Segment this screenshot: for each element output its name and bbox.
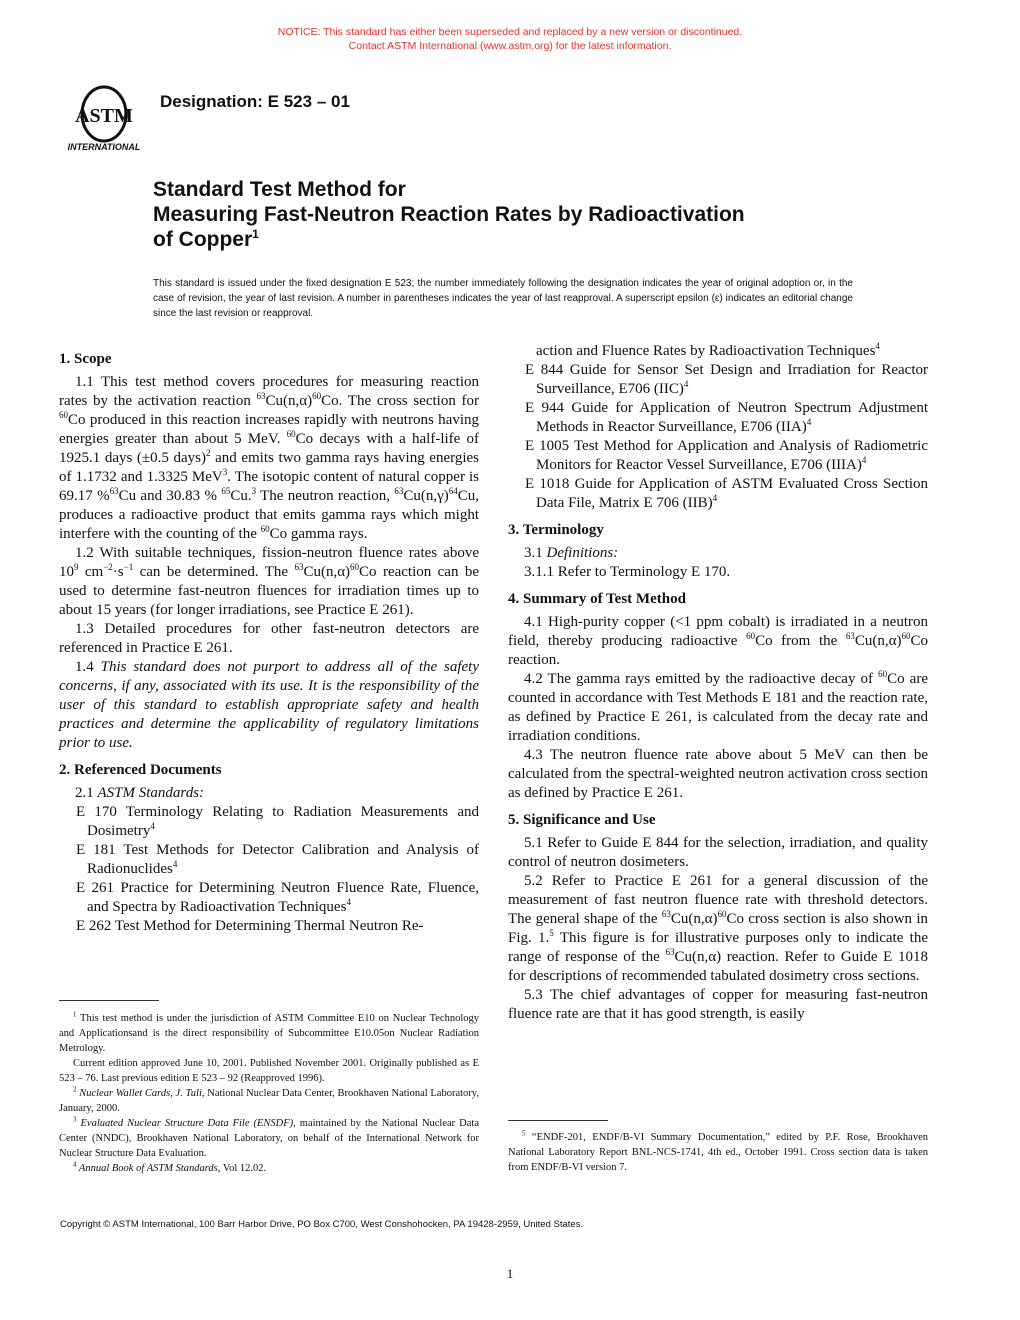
section-heading-significance: 5. Significance and Use bbox=[508, 812, 656, 828]
left-column bbox=[59, 342, 479, 936]
paragraph-4-3: 4.3 The neutron fluence rate above about 5 MeV can then be calculated from the spectral-weighted neutron activation cross section as defined by Practice E 261. bbox=[508, 747, 928, 801]
title-line-1: Standard Test Method for bbox=[153, 178, 406, 201]
reference-e1005: E 1005 Test Method for Application and Analysis of Radiometric Monitors for Reactor Vessel Surveillance, E706 (IIIA)$^4$ bbox=[525, 438, 928, 473]
paragraph-1-2: 1.2 With suitable techniques, fission-neutron fluence rates above $10^9$ $cm^{-2}\cdot s^{-1}$ can be determined. The $^{63}Cu(n,\alpha)^{60}Co$ reaction can be used to determine fast-neutron fluences for irradiation times up to about 15 years (for longer irradiations, see Practice E 261). bbox=[59, 545, 480, 618]
footnote-4: $^4$ Annual Book of ASTM Standards, Vol 12.02. bbox=[73, 1160, 267, 1174]
section-heading-referenced-documents: 2. Referenced Documents bbox=[59, 762, 222, 778]
reference-e262-continued: action and Fluence Rates by Radioactivation Techniques$^4$ bbox=[536, 341, 880, 359]
right-column bbox=[508, 342, 928, 1024]
footnote-2: $^2$ Nuclear Wallet Cards, J. Tuli, National Nuclear Data Center, Brookhaven National Laboratory, January, 2000. bbox=[59, 1085, 479, 1114]
logo-letters: ASTM bbox=[75, 105, 133, 127]
reference-e944: E 944 Guide for Application of Neutron Spectrum Adjustment Methods in Reactor Surveillance, E706 (IIA)$^4$ bbox=[525, 400, 928, 435]
reference-e1018: E 1018 Guide for Application of ASTM Evaluated Cross Section Data File, Matrix E 706 (IIB)$^4$ bbox=[525, 476, 928, 511]
designation: Designation: E 523 – 01 bbox=[160, 92, 350, 111]
paragraph-3-1-1: 3.1.1 Refer to Terminology E 170. bbox=[524, 564, 731, 580]
issuance-statement: This standard is issued under the fixed designation E 523; the number immediately following the designation indicates the year of original adoption or, in the case of revision, the year of last revision. A number in parentheses indicates the year of last reapproval. A superscript epsilon (ε) indicates an editorial change since the last revision or reapproval. bbox=[153, 278, 853, 319]
paragraph-5-3: 5.3 The chief advantages of copper for measuring fast-neutron fluence rate are that it has good strength, is easily bbox=[508, 987, 928, 1022]
reference-e170: E 170 Terminology Relating to Radiation Measurements and Dosimetry$^4$ bbox=[76, 804, 479, 839]
footnote-rule-right bbox=[508, 1120, 608, 1121]
section-heading-summary: 4. Summary of Test Method bbox=[508, 591, 686, 607]
title-line-2: Measuring Fast-Neutron Reaction Rates by Radioactivation bbox=[153, 203, 745, 226]
notice-line-1: NOTICE: This standard has either been superseded and replaced by a new version or discontinued. bbox=[277, 26, 743, 38]
logo-caption: INTERNATIONAL bbox=[67, 142, 141, 152]
reference-e844: E 844 Guide for Sensor Set Design and Irradiation for Reactor Surveillance, E706 (IIC)$^4$ bbox=[525, 362, 928, 397]
footnotes-left bbox=[59, 1011, 479, 1176]
paragraph-4-2: 4.2 The gamma rays emitted by the radioactive decay of $^{60}$Co are counted in accordance with Test Methods E 181 and the reaction rate, as defined by Practice E 261, is calculated from the decay rate and irradiation conditions. bbox=[508, 669, 928, 744]
title-line-3-text: of Copper bbox=[153, 228, 253, 251]
footnote-rule-left bbox=[59, 1000, 159, 1001]
footnote-1: $^1$ This test method is under the jurisdiction of ASTM Committee E10 on Nuclear Technology and Applicationsand is the direct responsibility of Subcommittee E10.05on Nuclear Radiation Metrology. bbox=[59, 1010, 479, 1054]
footnote-3: $^3$ Evaluated Nuclear Structure Data File (ENSDF), maintained by the National Nuclear Data Center (NNDC), Brookhaven National Laboratory, on behalf of the International Network for Nuclear Structure Data Evaluation. bbox=[59, 1115, 479, 1159]
footnote-1-edition: Current edition approved June 10, 2001. Published November 2001. Originally published as E 523 – 76. Last previous edition E 523 – 92 (Reapproved 1996). bbox=[59, 1058, 479, 1084]
paragraph-3-1: 3.1 Definitions: bbox=[524, 545, 619, 561]
paragraph-5-2: 5.2 Refer to Practice E 261 for a general discussion of the measurement of fast neutron fluence rate with threshold detectors. The general shape of the $^{63}Cu(n,\alpha)^{60}Co$ cross section is also shown in Fig. 1.$^5$ This figure is for illustrative purposes only to indicate the range of response of the $^{63}$Cu(n,α) reaction. Refer to Guide E 1018 for descriptions of recommended tabulated dosimetry cross sections. bbox=[508, 873, 928, 984]
title-footnote-ref: 1 bbox=[252, 227, 259, 241]
copyright-notice: Copyright © ASTM International, 100 Barr Harbor Drive, PO Box C700, West Conshohocken, PA 19428-2959, United States. bbox=[60, 1219, 584, 1230]
title-line-3 bbox=[153, 227, 913, 252]
notice-line-2: Contact ASTM International (www.astm.org) for the latest information. bbox=[348, 40, 672, 52]
paragraph-1-1: 1.1 This test method covers procedures for measuring reaction rates by the activation reaction $^{63}Cu(n,\alpha)^{60}Co$. The cross section for $^{60}$Co produced in this reaction increases rapidly with neutrons having energies greater than about 5 MeV. $^{60}$Co decays with a half-life of 1925.1 days (±0.5 days)$^2$ and emits two gamma rays having energies of 1.1732 and 1.3325 MeV$^3$. The isotopic content of natural copper is 69.17 %$^{63}$Cu and 30.83 % $^{65}$Cu.$^3$ The neutron reaction, $^{63}Cu(n,\gamma)^{64}Cu$, produces a radioactive product that emits gamma rays which might interfere with the counting of the $^{60}$Co gamma rays. bbox=[59, 374, 479, 542]
supersede-notice bbox=[0, 25, 1020, 53]
footnotes-right bbox=[508, 1130, 928, 1175]
astm-logo bbox=[60, 84, 150, 154]
paragraph-1-4: 1.4 This standard does not purport to address all of the safety concerns, if any, associated with its use. It is the responsibility of the user of this standard to establish appropriate safety and health practices and determine the applicability of regulatory limitations prior to use. bbox=[59, 659, 480, 751]
paragraph-5-1: 5.1 Refer to Guide E 844 for the selection, irradiation, and quality control of neutron dosimeters. bbox=[508, 835, 928, 870]
reference-e261: E 261 Practice for Determining Neutron Fluence Rate, Fluence, and Spectra by Radioactivation Techniques$^4$ bbox=[76, 880, 479, 915]
section-heading-scope: 1. Scope bbox=[59, 351, 112, 367]
document-title bbox=[153, 177, 913, 252]
paragraph-4-1: 4.1 High-purity copper (<1 ppm cobalt) is irradiated in a neutron field, thereby producing radioactive $^{60}$Co from the $^{63}Cu(n,\alpha)^{60}Co$ reaction. bbox=[508, 614, 928, 668]
paragraph-1-3: 1.3 Detailed procedures for other fast-neutron detectors are referenced in Practice E 261. bbox=[59, 621, 479, 656]
section-heading-terminology: 3. Terminology bbox=[508, 522, 604, 538]
paragraph-2-1: 2.1 ASTM Standards: bbox=[75, 785, 205, 801]
footnote-5: $^5$ “ENDF-201, ENDF/B-VI Summary Documentation,” edited by P.F. Rose, Brookhaven National Laboratory Report BNL-NCS-1741, 4th ed., October 1991. Cross section data is taken from ENDF/B-VI version 7. bbox=[508, 1129, 928, 1173]
reference-e181: E 181 Test Methods for Detector Calibration and Analysis of Radionuclides$^4$ bbox=[76, 842, 479, 877]
page-number: 1 bbox=[506, 1266, 514, 1281]
reference-e262: E 262 Test Method for Determining Thermal Neutron Re- bbox=[76, 918, 424, 934]
